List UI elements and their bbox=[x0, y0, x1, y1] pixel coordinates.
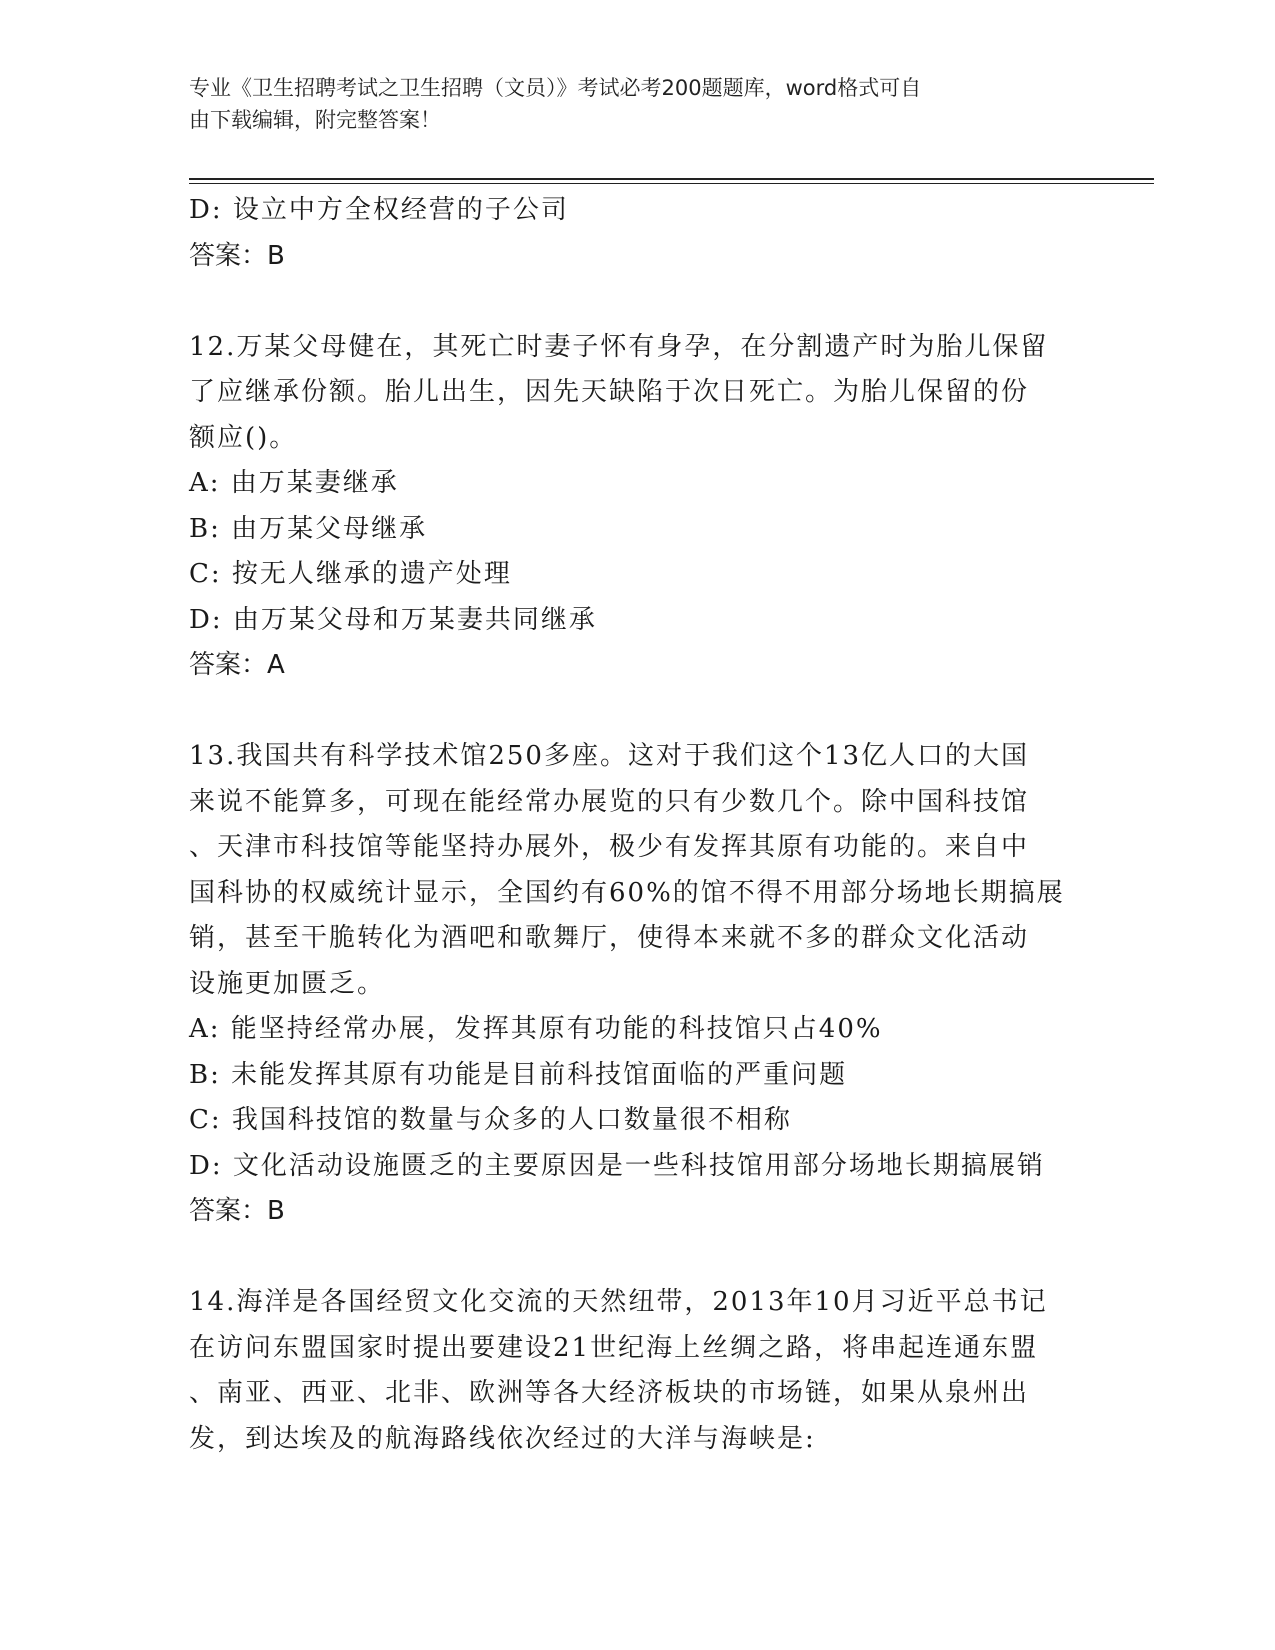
q13-stem-line-6: 设施更加匮乏。 bbox=[189, 968, 386, 999]
q11-option-d: D: 设立中方全权经营的子公司 bbox=[189, 195, 569, 225]
q13-answer: 答案：B bbox=[189, 1196, 285, 1226]
q13-option-c: C: 我国科技馆的数量与众多的人口数量很不相称 bbox=[189, 1105, 792, 1135]
q14-stem-line-2: 在访问东盟国家时提出要建设21世纪海上丝绸之路，将串起连通东盟 bbox=[189, 1332, 1039, 1363]
q14-stem-line-1: 14.海洋是各国经贸文化交流的天然纽带，2013年10月习近平总书记 bbox=[189, 1287, 1048, 1317]
q14-stem-line-4: 发，到达埃及的航海路线依次经过的大洋与海峡是: bbox=[189, 1423, 816, 1454]
q13-stem-line-2: 来说不能算多，可现在能经常办展览的只有少数几个。除中国科技馆 bbox=[189, 786, 1030, 817]
q13-stem-line-4: 国科协的权威统计显示，全国约有60%的馆不得不用部分场地长期搞展 bbox=[189, 877, 1065, 908]
q13-option-a: A: 能坚持经常办展，发挥其原有功能的科技馆只占40% bbox=[189, 1014, 883, 1044]
header-divider-thin bbox=[189, 183, 1154, 184]
header-divider-thick bbox=[189, 178, 1154, 180]
question-14 bbox=[189, 1280, 1089, 1462]
question-11-tail bbox=[189, 188, 1089, 279]
spacer bbox=[189, 279, 1089, 325]
question-12 bbox=[189, 325, 1089, 689]
q13-option-b: B: 未能发挥其原有功能是目前科技馆面临的严重问题 bbox=[189, 1059, 848, 1090]
q13-stem-line-3: 、天津市科技馆等能坚持办展外，极少有发挥其原有功能的。来自中 bbox=[189, 832, 1030, 862]
q12-stem-line-2: 了应继承份额。胎儿出生，因先天缺陷于次日死亡。为胎儿保留的份 bbox=[189, 377, 1030, 407]
header-line-2: 由下载编辑，附完整答案！ bbox=[189, 108, 441, 132]
document-header bbox=[189, 72, 1069, 136]
document-body bbox=[189, 188, 1089, 1462]
q12-option-a: A: 由万某妻继承 bbox=[189, 468, 399, 498]
q12-option-b: B: 由万某父母继承 bbox=[189, 513, 428, 544]
q11-answer: 答案：B bbox=[189, 240, 285, 271]
q13-stem-line-1: 13.我国共有科学技术馆250多座。这对于我们这个13亿人口的大国 bbox=[189, 741, 1030, 771]
question-13 bbox=[189, 734, 1089, 1235]
spacer bbox=[189, 689, 1089, 735]
spacer bbox=[189, 1235, 1089, 1281]
q12-answer: 答案：A bbox=[189, 650, 285, 680]
q12-stem-line-1: 12.万某父母健在，其死亡时妻子怀有身孕，在分割遗产时为胎儿保留 bbox=[189, 331, 1049, 362]
q14-stem-line-3: 、南亚、西亚、北非、欧洲等各大经济板块的市场链，如果从泉州出 bbox=[189, 1378, 1030, 1408]
q12-option-c: C: 按无人继承的遗产处理 bbox=[189, 559, 512, 589]
q12-option-d: D: 由万某父母和万某妻共同继承 bbox=[189, 604, 597, 635]
q13-option-d: D: 文化活动设施匮乏的主要原因是一些科技馆用部分场地长期搞展销 bbox=[189, 1150, 1045, 1181]
q13-stem-line-5: 销，甚至干脆转化为酒吧和歌舞厅，使得本来就不多的群众文化活动 bbox=[189, 923, 1030, 953]
q12-stem-line-3: 额应()。 bbox=[189, 422, 298, 453]
header-line-1: 专业《卫生招聘考试之卫生招聘（文员）》考试必考200题题库，word格式可自 bbox=[189, 76, 922, 100]
